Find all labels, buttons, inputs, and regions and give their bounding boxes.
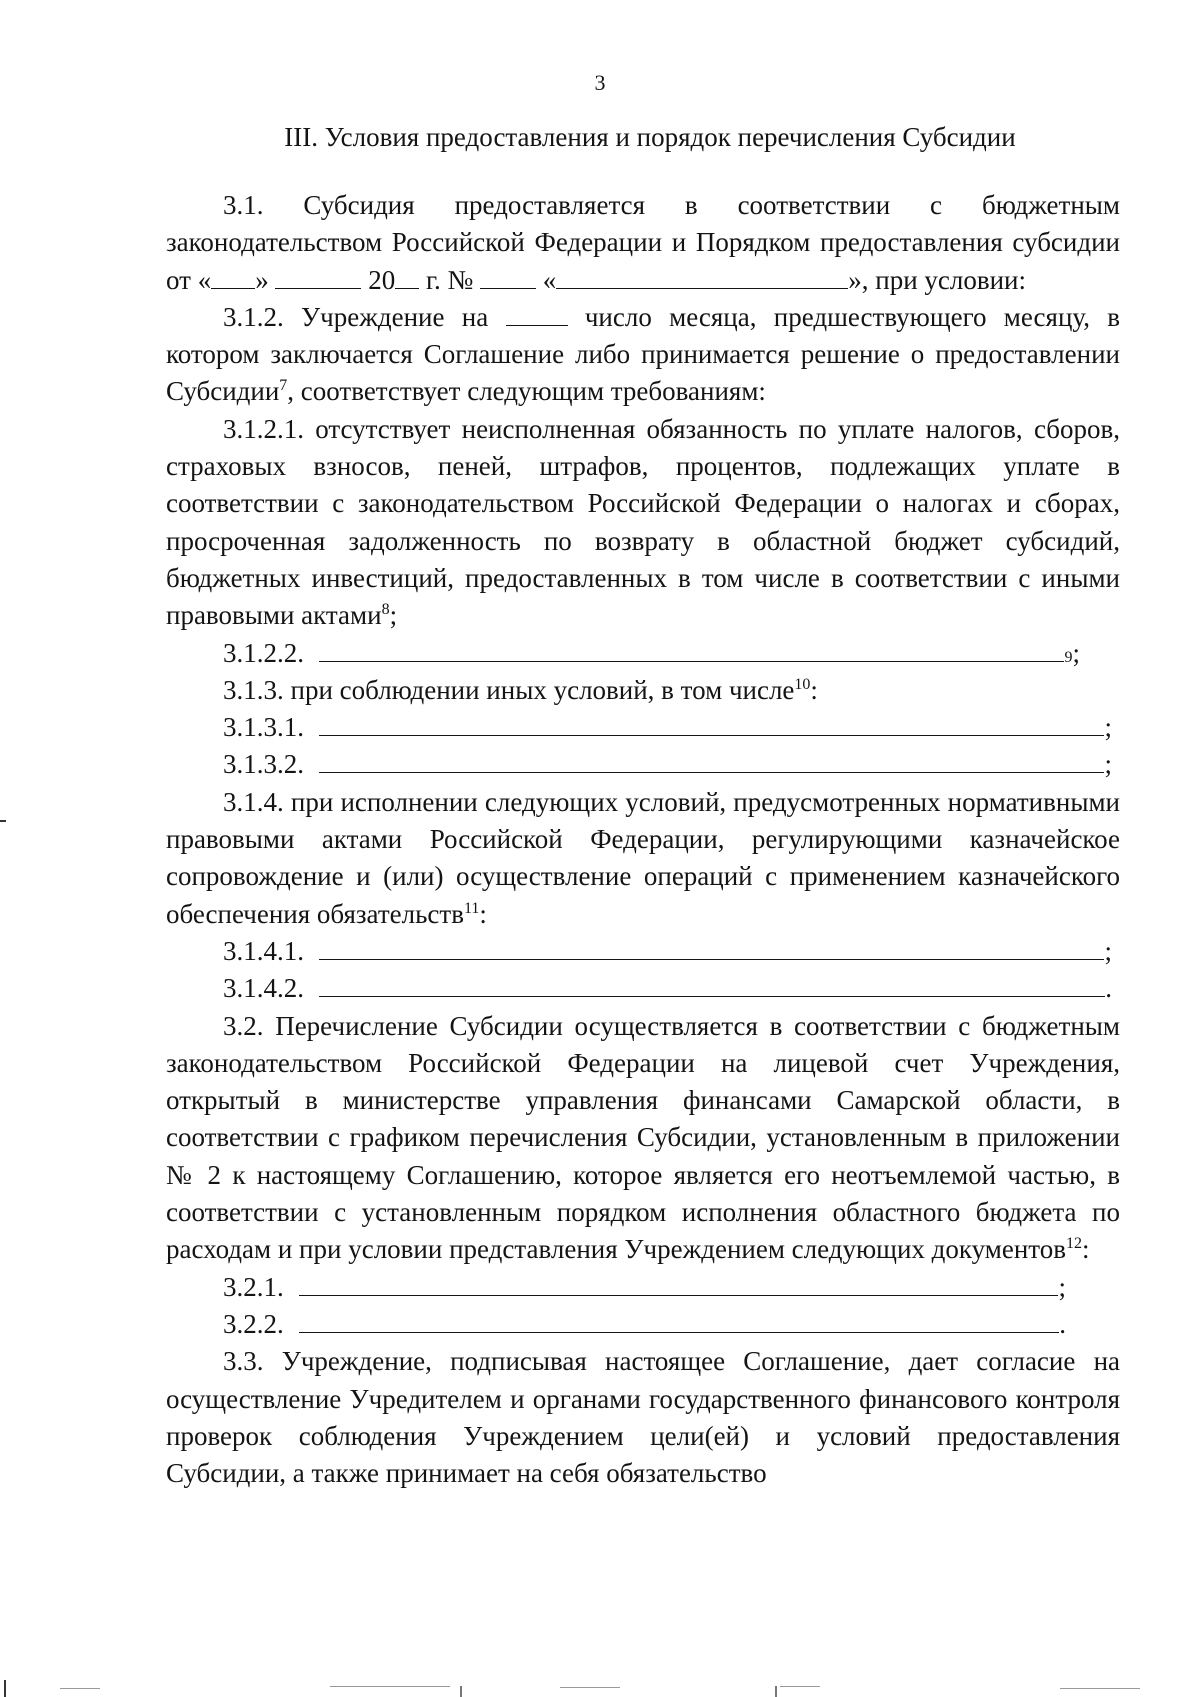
item-label-3-1-4-2: 3.1.4.2. <box>223 973 311 1004</box>
paragraph-3-1-2-1-text: 3.1.2.1. отсутствует неисполненная обязанность по уплате налогов, сборов, страховых взносов, пеней, штрафов, процентов, подлежащих уплате в соответствии с законодательством Российской Федерации о налогах и сборах, просроченная задолженность по возврату в областной бюджет субсидий, бюджетных инвестиций, предоставленных в том числе в соответствии с иными правовыми актами <box>166 413 1120 631</box>
paragraph-3-1-number-sign: г. № <box>419 264 480 295</box>
date-number-blank <box>506 299 568 326</box>
fill-line-3-1-2-2: 3.1.2.2. 9 ; <box>166 635 1120 672</box>
item-label-3-1-4-1: 3.1.4.1. <box>223 935 311 966</box>
paragraph-3-2-text: 3.2. Перечисление Субсидии осуществляется в соответствии с бюджетным законодательством Российской Федерации на лицевой счет Учреждения, открытый в министерстве управления финансами Самарской области, в соответствии с графиком перечисления Субсидии, установленным в приложении № 2 к настоящему Соглашению, которое является его неотъемлемой частью, в соответствии с установленным порядком исполнения областного бюджета по расходам и при условии представления Учреждением следующих документов <box>166 1010 1120 1265</box>
year-blank <box>395 262 419 289</box>
fill-in-line <box>319 748 1105 773</box>
paragraph-3-1-2 <box>166 299 1120 411</box>
item-label-3-2-1: 3.2.1. <box>223 1271 291 1302</box>
paragraph-3-3 <box>166 1343 1120 1492</box>
scan-artifact <box>780 1686 820 1687</box>
item-label-3-1-3-1: 3.1.3.1. <box>223 712 311 743</box>
item-end: . <box>1105 973 1112 1004</box>
footnote-ref-7: 7 <box>279 377 288 395</box>
month-blank <box>275 262 361 289</box>
fill-in-line <box>319 711 1105 736</box>
scan-artifact <box>775 1686 777 1697</box>
paragraph-3-1-2-1 <box>166 411 1120 635</box>
day-blank <box>211 262 255 289</box>
paragraph-3-1-4-text: 3.1.4. при исполнении следующих условий, предусмотренных нормативными правовыми актами Российской Федерации, регулирующими казначейское сопровождение и (или) осуществление операций с применением казначейского обеспечения обязательств <box>166 786 1120 929</box>
scan-artifact <box>0 820 6 822</box>
scan-artifact <box>560 1687 620 1688</box>
item-end: ; <box>1058 1271 1066 1302</box>
scan-artifact <box>1060 1688 1140 1689</box>
item-end: ; <box>1072 637 1080 668</box>
paragraph-3-1-4 <box>166 784 1120 933</box>
fill-line-3-1-4-2 <box>166 970 1120 1007</box>
paragraph-3-1-2-tail: , соответствует следующим требованиям: <box>287 376 766 407</box>
footnote-ref-8: 8 <box>381 601 390 619</box>
scan-artifact <box>460 1686 462 1697</box>
scan-artifact <box>330 1686 450 1687</box>
footnote-ref-10: 10 <box>794 675 811 693</box>
item-label-3-1-3-2: 3.1.3.2. <box>223 749 311 780</box>
paragraph-3-1-quote-open: « <box>536 264 557 295</box>
item-end: . <box>1059 1308 1066 1339</box>
paragraph-3-1-3-text: 3.1.3. при соблюдении иных условий, в том числе <box>223 674 795 705</box>
scan-artifact <box>60 1688 100 1689</box>
paragraph-3-1 <box>166 187 1120 299</box>
item-label-3-1-2-2: 3.1.2.2. <box>223 637 311 668</box>
paragraph-3-1-4-end: : <box>479 898 487 929</box>
item-end: ; <box>1104 712 1112 743</box>
fill-in-line <box>299 1308 1060 1333</box>
scan-artifact <box>4 1680 6 1697</box>
paragraph-3-1-quote-close: » <box>255 264 276 295</box>
item-end: ; <box>1104 749 1112 780</box>
item-label-3-2-2: 3.2.2. <box>223 1308 291 1339</box>
fill-in-line <box>319 972 1106 997</box>
number-blank <box>480 262 536 289</box>
fill-in-line <box>299 1271 1059 1296</box>
paragraph-3-1-year-prefix: 20 <box>361 264 396 295</box>
paragraph-3-1-tail: », при условии: <box>848 264 1027 295</box>
fill-in-line <box>319 637 1065 662</box>
fill-line-3-2-1 <box>166 1269 1120 1306</box>
paragraph-3-1-text: 3.1. Субсидия предоставляется в соответствии с бюджетным законодательством Российской Федерации и Порядком предоставления субсидии от « <box>166 190 1120 295</box>
footnote-ref-11: 11 <box>463 899 480 917</box>
footnote-ref-12: 12 <box>1065 1235 1082 1253</box>
paragraph-3-1-2-1-end: ; <box>389 600 398 631</box>
paragraph-3-1-3-end: : <box>810 674 818 705</box>
fill-line-3-1-3-2 <box>166 746 1120 783</box>
document-body <box>166 187 1120 1492</box>
page-number: 3 <box>594 70 606 95</box>
paragraph-3-1-2-text-cont: число месяца, предшествующего месяцу, в котором заключается Соглашение либо принимается решение о предоставлении Субсидии <box>166 301 1121 407</box>
fill-line-3-2-2 <box>166 1306 1120 1343</box>
paragraph-3-2 <box>166 1008 1120 1269</box>
section-heading: III. Условия предоставления и порядок перечисления Субсидии <box>284 122 1016 152</box>
fill-line-3-1-4-1 <box>166 933 1120 970</box>
paragraph-3-1-3 <box>166 672 1120 709</box>
fill-in-line <box>319 935 1105 960</box>
paragraph-3-3-text: 3.3. Учреждение, подписывая настоящее Соглашение, дает согласие на осуществление Учредителем и органами государственного финансового контроля проверок соблюдения Учреждением цели(ей) и условий предоставления Субсидии, а также принимает на себя обязательство <box>166 1346 1120 1489</box>
item-end: ; <box>1104 935 1112 966</box>
paragraph-3-2-end: : <box>1081 1234 1090 1265</box>
fill-line-3-1-3-1 <box>166 709 1120 746</box>
paragraph-3-1-2-text: 3.1.2. Учреждение на <box>223 301 506 332</box>
title-blank <box>556 262 848 289</box>
